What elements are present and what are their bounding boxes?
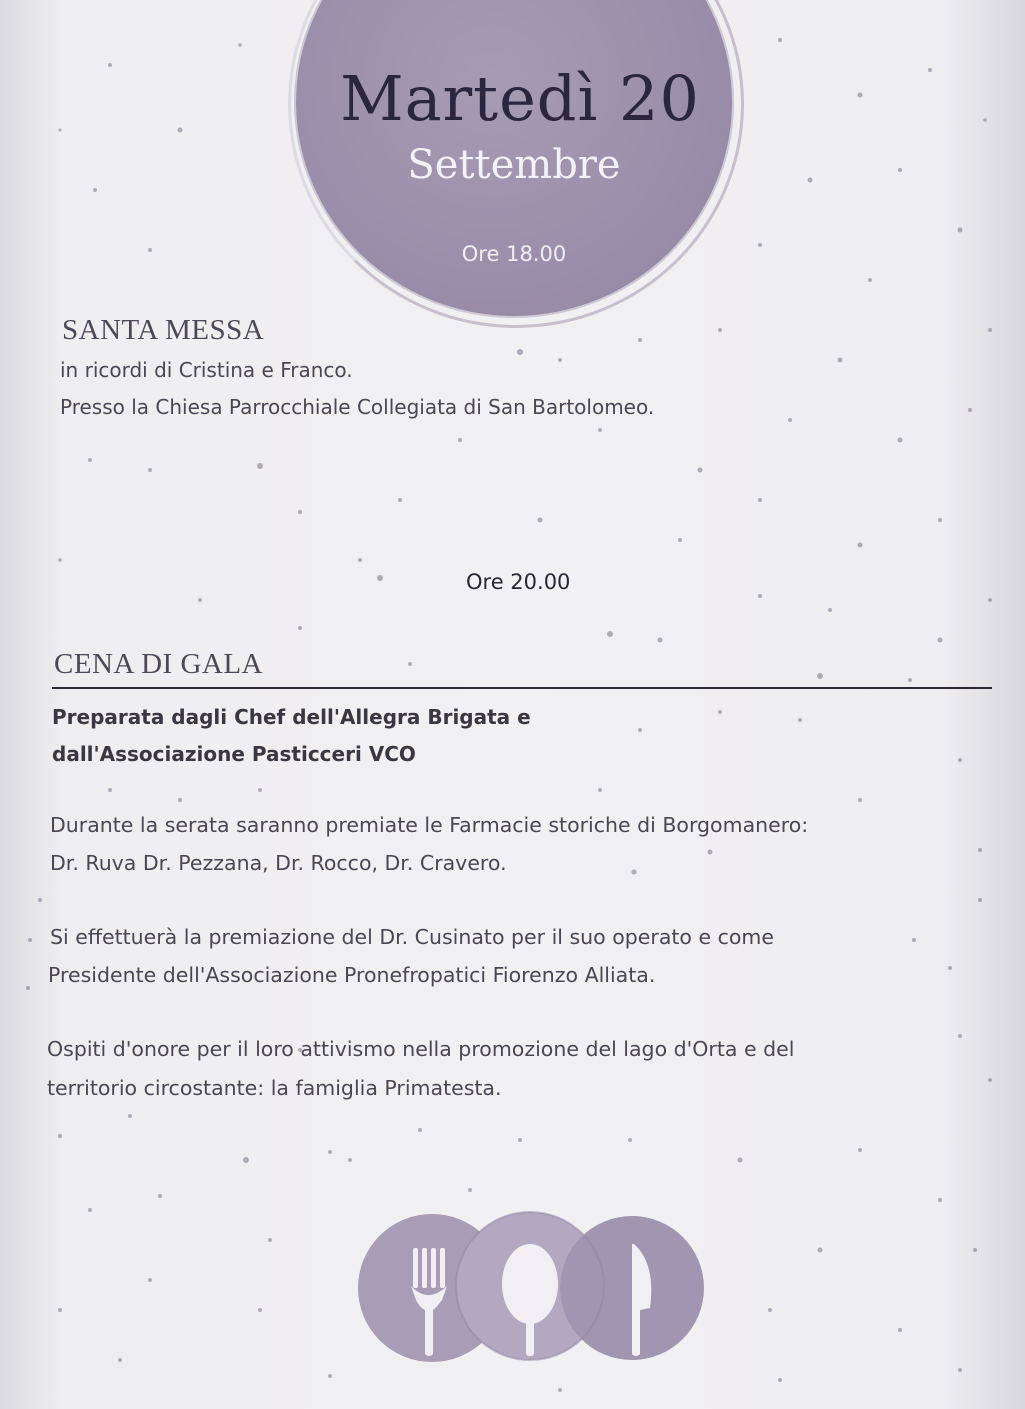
event-month: Settembre (407, 142, 621, 188)
ospiti-line-2: territorio circostante: la famiglia Primatesta. (47, 1076, 502, 1100)
section-divider (52, 687, 992, 689)
dinner-time: Ore 20.00 (466, 570, 571, 594)
chef-line-1: Preparata dagli Chef dell'Allegra Brigata e (52, 705, 531, 729)
mass-time: Ore 18.00 (461, 242, 567, 266)
premiazione-line-1: Si effettuerà la premiazione del Dr. Cusinato per il suo operato e come (50, 925, 775, 949)
farmacie-line-1: Durante la serata saranno premiate le Farmacie storiche di Borgomanero: (50, 813, 809, 837)
santa-messa-dedication: in ricordi di Cristina e Franco. (60, 358, 353, 382)
chef-line-2: dall'Associazione Pasticceri VCO (52, 742, 416, 766)
santa-messa-location: Presso la Chiesa Parrocchiale Collegiata di San Bartolomeo. (60, 395, 655, 419)
cena-di-gala-title: CENA DI GALA (54, 648, 263, 680)
event-day: Martedì 20 (340, 62, 700, 135)
cutlery-logo (350, 1208, 712, 1364)
santa-messa-title: SANTA MESSA (62, 314, 265, 346)
premiazione-line-2: Presidente dell'Associazione Pronefropatici Fiorenzo Alliata. (48, 963, 656, 987)
ospiti-line-1: Ospiti d'onore per il loro attivismo nella promozione del lago d'Orta e del (47, 1037, 795, 1061)
farmacie-line-2: Dr. Ruva Dr. Pezzana, Dr. Rocco, Dr. Cravero. (50, 851, 507, 875)
